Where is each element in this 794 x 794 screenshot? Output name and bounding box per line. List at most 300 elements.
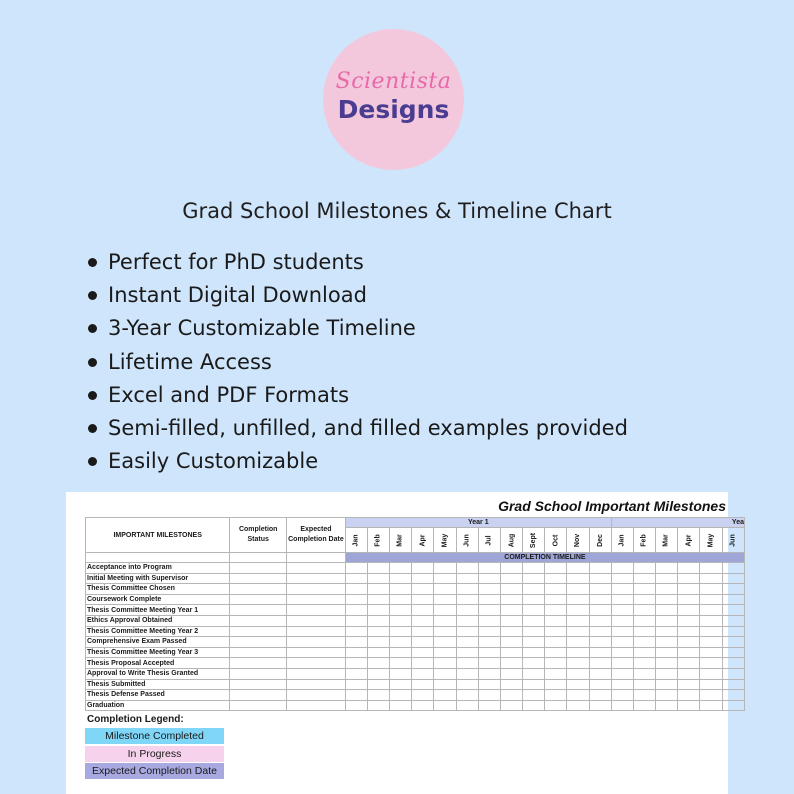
- grid-cell[interactable]: [287, 658, 346, 669]
- grid-cell[interactable]: [434, 594, 456, 605]
- grid-cell[interactable]: [230, 563, 287, 574]
- grid-cell[interactable]: [722, 573, 744, 584]
- grid-cell[interactable]: [656, 605, 678, 616]
- grid-cell[interactable]: [456, 605, 478, 616]
- grid-cell[interactable]: [611, 584, 633, 595]
- grid-cell[interactable]: [500, 584, 522, 595]
- grid-cell[interactable]: [478, 647, 500, 658]
- grid-cell[interactable]: [434, 647, 456, 658]
- grid-cell[interactable]: [367, 668, 389, 679]
- grid-cell[interactable]: [367, 658, 389, 669]
- grid-cell[interactable]: [367, 594, 389, 605]
- grid-cell[interactable]: [700, 594, 722, 605]
- grid-cell[interactable]: [700, 573, 722, 584]
- grid-cell[interactable]: [434, 584, 456, 595]
- grid-cell[interactable]: [412, 605, 434, 616]
- grid-cell[interactable]: [611, 626, 633, 637]
- grid-cell[interactable]: [523, 626, 545, 637]
- grid-cell[interactable]: [345, 615, 367, 626]
- grid-cell[interactable]: [478, 615, 500, 626]
- grid-cell[interactable]: [478, 690, 500, 701]
- grid-cell[interactable]: [722, 563, 744, 574]
- grid-cell[interactable]: [633, 679, 655, 690]
- grid-cell[interactable]: [434, 637, 456, 648]
- expected-date-header: Expected Completion Date: [287, 518, 346, 553]
- milestone-label: Thesis Defense Passed: [86, 690, 230, 701]
- grid-cell[interactable]: [545, 668, 567, 679]
- grid-cell[interactable]: [545, 647, 567, 658]
- grid-cell[interactable]: [523, 690, 545, 701]
- grid-cell[interactable]: [656, 700, 678, 711]
- grid-cell[interactable]: [611, 573, 633, 584]
- grid-cell[interactable]: [589, 647, 611, 658]
- grid-cell[interactable]: [523, 647, 545, 658]
- grid-cell[interactable]: [545, 584, 567, 595]
- grid-cell[interactable]: [633, 615, 655, 626]
- grid-cell[interactable]: [230, 584, 287, 595]
- grid-cell[interactable]: [287, 700, 346, 711]
- grid-cell[interactable]: [611, 658, 633, 669]
- grid-cell[interactable]: [567, 626, 589, 637]
- grid-cell[interactable]: [567, 573, 589, 584]
- month-header: [567, 528, 589, 553]
- grid-cell[interactable]: [434, 679, 456, 690]
- grid-cell[interactable]: [656, 573, 678, 584]
- grid-cell[interactable]: [700, 563, 722, 574]
- grid-cell[interactable]: [345, 647, 367, 658]
- grid-cell[interactable]: [722, 647, 744, 658]
- grid-cell[interactable]: [545, 690, 567, 701]
- grid-cell[interactable]: [478, 605, 500, 616]
- grid-cell[interactable]: [633, 700, 655, 711]
- grid-cell[interactable]: [678, 647, 700, 658]
- grid-cell[interactable]: [500, 690, 522, 701]
- grid-cell[interactable]: [345, 584, 367, 595]
- grid-cell[interactable]: [656, 584, 678, 595]
- grid-cell[interactable]: [633, 690, 655, 701]
- grid-cell[interactable]: [456, 700, 478, 711]
- grid-cell[interactable]: [390, 668, 412, 679]
- grid-cell[interactable]: [412, 700, 434, 711]
- grid-cell[interactable]: [633, 594, 655, 605]
- grid-cell[interactable]: [434, 626, 456, 637]
- month-header: [700, 528, 722, 553]
- grid-cell[interactable]: [589, 615, 611, 626]
- grid-cell[interactable]: [230, 615, 287, 626]
- grid-cell[interactable]: [367, 584, 389, 595]
- grid-cell[interactable]: [633, 658, 655, 669]
- grid-cell[interactable]: [656, 647, 678, 658]
- grid-cell[interactable]: [678, 594, 700, 605]
- grid-cell[interactable]: [567, 584, 589, 595]
- bullet-icon: [88, 358, 97, 367]
- grid-cell[interactable]: [545, 637, 567, 648]
- grid-cell[interactable]: [287, 668, 346, 679]
- grid-cell[interactable]: [567, 594, 589, 605]
- grid-cell[interactable]: [656, 690, 678, 701]
- grid-cell[interactable]: [545, 573, 567, 584]
- grid-cell[interactable]: [567, 668, 589, 679]
- grid-cell[interactable]: [345, 637, 367, 648]
- grid-cell[interactable]: [678, 563, 700, 574]
- grid-cell[interactable]: [523, 679, 545, 690]
- year-2-header: Yea: [611, 518, 744, 528]
- grid-cell[interactable]: [390, 637, 412, 648]
- grid-cell[interactable]: [678, 690, 700, 701]
- grid-cell[interactable]: [611, 679, 633, 690]
- grid-cell[interactable]: [678, 605, 700, 616]
- grid-cell[interactable]: [700, 647, 722, 658]
- grid-cell[interactable]: [367, 690, 389, 701]
- grid-cell[interactable]: [656, 626, 678, 637]
- grid-cell[interactable]: [500, 679, 522, 690]
- grid-cell[interactable]: [500, 563, 522, 574]
- grid-cell[interactable]: [345, 700, 367, 711]
- grid-cell[interactable]: [478, 626, 500, 637]
- grid-cell[interactable]: [345, 658, 367, 669]
- grid-cell[interactable]: [523, 615, 545, 626]
- grid-cell[interactable]: [230, 573, 287, 584]
- grid-cell[interactable]: [611, 637, 633, 648]
- grid-cell[interactable]: [230, 605, 287, 616]
- grid-cell[interactable]: [611, 615, 633, 626]
- grid-cell[interactable]: [678, 573, 700, 584]
- grid-cell[interactable]: [700, 668, 722, 679]
- grid-cell[interactable]: [678, 584, 700, 595]
- grid-cell[interactable]: [722, 626, 744, 637]
- feature-item: 3-Year Customizable Timeline: [86, 312, 628, 345]
- grid-cell[interactable]: [567, 700, 589, 711]
- grid-cell[interactable]: [633, 573, 655, 584]
- grid-cell[interactable]: [589, 679, 611, 690]
- grid-cell[interactable]: [230, 637, 287, 648]
- grid-cell[interactable]: [456, 668, 478, 679]
- grid-cell[interactable]: [390, 679, 412, 690]
- grid-cell[interactable]: [523, 594, 545, 605]
- grid-cell[interactable]: [230, 658, 287, 669]
- grid-cell[interactable]: [611, 605, 633, 616]
- grid-cell[interactable]: [390, 605, 412, 616]
- grid-cell[interactable]: [722, 668, 744, 679]
- grid-cell[interactable]: [589, 690, 611, 701]
- grid-cell[interactable]: [456, 658, 478, 669]
- grid-cell[interactable]: [611, 647, 633, 658]
- milestone-label: Acceptance into Program: [86, 563, 230, 574]
- grid-cell[interactable]: [567, 647, 589, 658]
- grid-cell[interactable]: [523, 573, 545, 584]
- grid-cell[interactable]: [678, 679, 700, 690]
- grid-cell[interactable]: [678, 637, 700, 648]
- grid-cell[interactable]: [722, 700, 744, 711]
- grid-cell[interactable]: [478, 679, 500, 690]
- grid-cell[interactable]: [434, 690, 456, 701]
- grid-cell[interactable]: [700, 626, 722, 637]
- grid-cell[interactable]: [567, 679, 589, 690]
- grid-cell[interactable]: [722, 679, 744, 690]
- grid-cell[interactable]: [412, 626, 434, 637]
- grid-cell[interactable]: [434, 573, 456, 584]
- grid-cell[interactable]: [678, 615, 700, 626]
- grid-cell[interactable]: [390, 700, 412, 711]
- grid-cell[interactable]: [500, 637, 522, 648]
- grid-cell[interactable]: [412, 679, 434, 690]
- grid-cell[interactable]: [656, 668, 678, 679]
- grid-cell[interactable]: [589, 563, 611, 574]
- grid-cell[interactable]: [678, 668, 700, 679]
- grid-cell[interactable]: [412, 573, 434, 584]
- grid-cell[interactable]: [412, 690, 434, 701]
- grid-cell[interactable]: [230, 594, 287, 605]
- grid-cell[interactable]: [230, 668, 287, 679]
- grid-cell[interactable]: [390, 563, 412, 574]
- grid-cell[interactable]: [545, 626, 567, 637]
- grid-cell[interactable]: [500, 647, 522, 658]
- grid-cell[interactable]: [345, 573, 367, 584]
- grid-cell[interactable]: [230, 647, 287, 658]
- grid-cell[interactable]: [287, 647, 346, 658]
- grid-cell[interactable]: [500, 605, 522, 616]
- grid-cell[interactable]: [456, 647, 478, 658]
- grid-cell[interactable]: [434, 563, 456, 574]
- grid-cell[interactable]: [567, 658, 589, 669]
- grid-cell[interactable]: [287, 626, 346, 637]
- grid-cell[interactable]: [633, 637, 655, 648]
- grid-cell[interactable]: [345, 679, 367, 690]
- grid-cell[interactable]: [567, 637, 589, 648]
- grid-cell[interactable]: [434, 615, 456, 626]
- grid-cell[interactable]: [523, 605, 545, 616]
- grid-cell[interactable]: [287, 637, 346, 648]
- grid-cell[interactable]: [589, 594, 611, 605]
- feature-list: [86, 246, 628, 478]
- grid-cell[interactable]: [345, 605, 367, 616]
- grid-cell[interactable]: [589, 605, 611, 616]
- grid-cell[interactable]: [456, 637, 478, 648]
- grid-cell[interactable]: [633, 605, 655, 616]
- grid-cell[interactable]: [611, 700, 633, 711]
- status-header: Completion Status: [230, 518, 287, 553]
- grid-cell[interactable]: [390, 658, 412, 669]
- grid-cell[interactable]: [478, 563, 500, 574]
- grid-cell[interactable]: [545, 563, 567, 574]
- grid-cell[interactable]: [656, 594, 678, 605]
- grid-cell[interactable]: [545, 594, 567, 605]
- grid-cell[interactable]: [367, 605, 389, 616]
- grid-cell[interactable]: [722, 594, 744, 605]
- grid-cell[interactable]: [390, 584, 412, 595]
- grid-cell[interactable]: [523, 584, 545, 595]
- grid-cell[interactable]: [700, 690, 722, 701]
- grid-cell[interactable]: [367, 563, 389, 574]
- month-header: [412, 528, 434, 553]
- month-header: [478, 528, 500, 553]
- grid-cell[interactable]: [478, 594, 500, 605]
- grid-cell[interactable]: [656, 637, 678, 648]
- grid-cell[interactable]: [478, 573, 500, 584]
- spreadsheet-preview: [66, 492, 744, 794]
- grid-cell[interactable]: [567, 563, 589, 574]
- milestone-label: Thesis Committee Meeting Year 3: [86, 647, 230, 658]
- grid-cell[interactable]: [287, 690, 346, 701]
- grid-cell[interactable]: [412, 658, 434, 669]
- grid-cell[interactable]: [722, 658, 744, 669]
- grid-cell[interactable]: [656, 615, 678, 626]
- grid-cell[interactable]: [390, 626, 412, 637]
- logo-script-text: Scientista: [335, 69, 452, 94]
- grid-cell[interactable]: [523, 563, 545, 574]
- sheet-title: Grad School Important Milestones: [498, 498, 726, 514]
- grid-cell[interactable]: [390, 615, 412, 626]
- grid-cell[interactable]: [390, 594, 412, 605]
- grid-cell[interactable]: [722, 584, 744, 595]
- grid-cell[interactable]: [478, 658, 500, 669]
- grid-cell[interactable]: [611, 668, 633, 679]
- legend-expected-date: Expected Completion Date: [85, 763, 224, 779]
- grid-cell[interactable]: [523, 658, 545, 669]
- grid-cell[interactable]: [678, 626, 700, 637]
- grid-cell[interactable]: [500, 700, 522, 711]
- grid-cell[interactable]: [700, 637, 722, 648]
- grid-cell[interactable]: [287, 584, 346, 595]
- grid-cell[interactable]: [287, 573, 346, 584]
- grid-cell[interactable]: [367, 700, 389, 711]
- grid-cell[interactable]: [367, 615, 389, 626]
- grid-cell[interactable]: [434, 658, 456, 669]
- grid-cell[interactable]: [412, 668, 434, 679]
- grid-cell[interactable]: [700, 605, 722, 616]
- grid-cell[interactable]: [523, 668, 545, 679]
- grid-cell[interactable]: [412, 584, 434, 595]
- grid-cell[interactable]: [412, 615, 434, 626]
- grid-cell[interactable]: [589, 700, 611, 711]
- grid-cell[interactable]: [567, 690, 589, 701]
- grid-cell[interactable]: [545, 605, 567, 616]
- grid-cell[interactable]: [456, 615, 478, 626]
- grid-cell[interactable]: [287, 563, 346, 574]
- grid-cell[interactable]: [345, 690, 367, 701]
- grid-cell[interactable]: [500, 668, 522, 679]
- grid-cell[interactable]: [456, 573, 478, 584]
- grid-cell[interactable]: [230, 626, 287, 637]
- grid-cell[interactable]: [390, 690, 412, 701]
- grid-cell[interactable]: [700, 700, 722, 711]
- grid-cell[interactable]: [678, 700, 700, 711]
- grid-cell[interactable]: [700, 658, 722, 669]
- bullet-icon: [88, 457, 97, 466]
- grid-cell[interactable]: [611, 563, 633, 574]
- grid-cell[interactable]: [412, 594, 434, 605]
- grid-cell[interactable]: [589, 668, 611, 679]
- grid-cell[interactable]: [545, 615, 567, 626]
- grid-cell[interactable]: [545, 658, 567, 669]
- grid-cell[interactable]: [700, 615, 722, 626]
- grid-cell[interactable]: [478, 700, 500, 711]
- grid-cell[interactable]: [656, 658, 678, 669]
- milestone-label: Ethics Approval Obtained: [86, 615, 230, 626]
- grid-cell[interactable]: [478, 668, 500, 679]
- grid-cell[interactable]: [345, 668, 367, 679]
- grid-cell[interactable]: [545, 700, 567, 711]
- grid-cell[interactable]: [500, 626, 522, 637]
- grid-cell[interactable]: [412, 563, 434, 574]
- grid-cell[interactable]: [287, 615, 346, 626]
- grid-cell[interactable]: [722, 605, 744, 616]
- grid-cell[interactable]: [478, 637, 500, 648]
- grid-cell[interactable]: [456, 594, 478, 605]
- grid-cell[interactable]: [500, 594, 522, 605]
- grid-cell[interactable]: [230, 690, 287, 701]
- grid-cell[interactable]: [434, 700, 456, 711]
- grid-cell[interactable]: [567, 605, 589, 616]
- grid-cell[interactable]: [367, 573, 389, 584]
- grid-cell[interactable]: [434, 605, 456, 616]
- grid-cell[interactable]: [633, 584, 655, 595]
- grid-cell[interactable]: [434, 668, 456, 679]
- grid-cell[interactable]: [589, 584, 611, 595]
- grid-cell[interactable]: [523, 700, 545, 711]
- grid-cell[interactable]: [633, 563, 655, 574]
- grid-cell[interactable]: [700, 584, 722, 595]
- grid-cell[interactable]: [367, 626, 389, 637]
- grid-cell[interactable]: [500, 615, 522, 626]
- grid-cell[interactable]: [523, 637, 545, 648]
- grid-cell[interactable]: [287, 679, 346, 690]
- grid-cell[interactable]: [722, 690, 744, 701]
- grid-cell[interactable]: [345, 594, 367, 605]
- grid-cell[interactable]: [367, 647, 389, 658]
- grid-cell[interactable]: [456, 584, 478, 595]
- grid-cell[interactable]: [412, 637, 434, 648]
- grid-cell[interactable]: [633, 626, 655, 637]
- grid-cell[interactable]: [589, 626, 611, 637]
- grid-cell[interactable]: [633, 647, 655, 658]
- grid-cell[interactable]: [700, 679, 722, 690]
- grid-cell[interactable]: [656, 563, 678, 574]
- grid-cell[interactable]: [456, 690, 478, 701]
- grid-cell[interactable]: [345, 626, 367, 637]
- grid-cell[interactable]: [611, 690, 633, 701]
- grid-cell[interactable]: [367, 637, 389, 648]
- grid-cell[interactable]: [456, 563, 478, 574]
- grid-cell[interactable]: [722, 615, 744, 626]
- grid-cell[interactable]: [611, 594, 633, 605]
- grid-cell[interactable]: [678, 658, 700, 669]
- grid-cell[interactable]: [589, 573, 611, 584]
- grid-cell[interactable]: [478, 584, 500, 595]
- grid-cell[interactable]: [456, 626, 478, 637]
- grid-cell[interactable]: [367, 679, 389, 690]
- grid-cell[interactable]: [545, 679, 567, 690]
- grid-cell[interactable]: [589, 637, 611, 648]
- grid-cell[interactable]: [722, 637, 744, 648]
- grid-cell[interactable]: [287, 605, 346, 616]
- grid-cell[interactable]: [230, 700, 287, 711]
- grid-cell[interactable]: [500, 658, 522, 669]
- grid-cell[interactable]: [390, 647, 412, 658]
- grid-cell[interactable]: [567, 615, 589, 626]
- grid-cell[interactable]: [287, 594, 346, 605]
- milestone-label: Thesis Submitted: [86, 679, 230, 690]
- grid-cell[interactable]: [656, 679, 678, 690]
- grid-cell[interactable]: [390, 573, 412, 584]
- grid-cell[interactable]: [456, 679, 478, 690]
- grid-cell[interactable]: [230, 679, 287, 690]
- grid-cell[interactable]: [589, 658, 611, 669]
- grid-cell[interactable]: [412, 647, 434, 658]
- grid-cell[interactable]: [633, 668, 655, 679]
- grid-cell[interactable]: [500, 573, 522, 584]
- grid-cell[interactable]: [345, 563, 367, 574]
